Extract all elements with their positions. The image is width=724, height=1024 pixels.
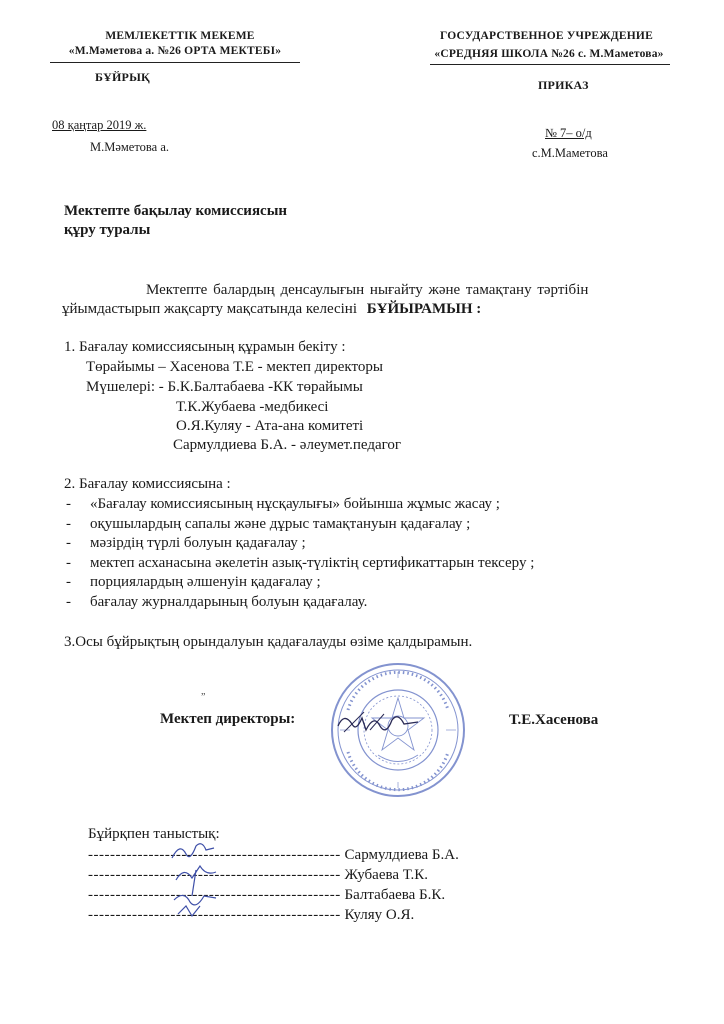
header-right-rule (430, 64, 670, 65)
acquainted-dashes: ---------------------------------------------- (88, 907, 341, 923)
task-text: бағалау журналдарының болуын қадағалау. (90, 593, 368, 610)
item1-member4: Сармулдиева Б.А. - әлеумет.педагог (173, 437, 402, 453)
handwritten-initials (166, 836, 236, 926)
item3-text: 3.Осы бұйрықтың орындалуын қадағалауды өзіме қалдырамын. (64, 634, 473, 650)
preamble-line2 (62, 300, 481, 319)
order-date (52, 118, 146, 133)
task-item (66, 495, 534, 515)
acquainted-name: Куляу О.Я. (344, 907, 415, 923)
task-item (66, 534, 534, 554)
item2-heading: 2. Бағалау комиссиясына : (64, 476, 231, 492)
task-bullet: - (66, 535, 71, 552)
task-text: мектеп асханасына әкелетін азық-түліктің сертификаттарын тексеру ; (90, 554, 535, 571)
task-bullet: - (66, 554, 71, 571)
acquainted-dashes: ---------------------------------------------- (88, 847, 341, 863)
task-bullet: - (66, 496, 71, 512)
acquainted-dashes: ---------------------------------------------- (88, 867, 341, 883)
acquainted-name: Балтабаева Б.К. (344, 887, 446, 903)
doc-type-left: БҰЙРЫҚ (95, 70, 150, 84)
doc-type-right: ПРИКАЗ (538, 78, 589, 92)
director-signature (334, 706, 424, 740)
header-left-line2: «М.Мәметова а. №26 ОРТА МЕКТЕБІ» (68, 45, 282, 57)
acquainted-row (88, 906, 414, 925)
item1-member2: Т.К.Жубаева -медбикесі (176, 399, 329, 415)
task-item (66, 554, 534, 574)
task-text: порциялардың әлшенуін қадағалау ; (90, 574, 321, 591)
preamble-line2-text: ұйымдастырып жақсарту мақсатында келесіні (62, 301, 358, 317)
task-item (66, 593, 534, 613)
acquainted-row (88, 866, 428, 885)
item1-chair: Төрайымы – Хасенова Т.Е - мектеп директоры (86, 359, 383, 375)
preamble-line1: Мектепте балардың денсаулығын нығайту және тамақтану тәртібін (146, 282, 589, 298)
header-left-rule (50, 62, 300, 63)
place-right: с.М.Маметова (532, 146, 608, 160)
task-item (66, 515, 534, 535)
order-title-line1: Мектепте бақылау комиссиясын (64, 203, 288, 219)
task-bullet: - (66, 593, 71, 610)
task-text: мәзірдің түрлі болуын қадағалау ; (90, 535, 306, 552)
task-list (66, 495, 534, 613)
place-left: М.Мәметова а. (90, 140, 169, 154)
acquainted-label: Бұйрқпен таныстық: (88, 826, 220, 842)
acquainted-dashes: ---------------------------------------------- (88, 887, 341, 903)
task-bullet: - (66, 574, 71, 591)
acquainted-name: Жубаева Т.К. (344, 867, 428, 883)
director-name: Т.Е.Хасенова (509, 712, 599, 728)
acquainted-row (88, 886, 445, 905)
task-bullet: - (66, 515, 71, 532)
item1-member3: О.Я.Куляу - Ата-ана комитеті (176, 418, 364, 434)
header-right-line1: ГОСУДАРСТВЕННОЕ УЧРЕЖДЕНИЕ (440, 30, 653, 42)
acquainted-row (88, 846, 459, 865)
item1-heading: 1. Бағалау комиссиясының құрамын бекіту : (64, 339, 346, 355)
task-text: оқушылардың сапалы және дұрыс тамақтануын қадағалау ; (90, 515, 471, 532)
director-label: Мектеп директоры: (160, 711, 296, 727)
acquainted-name: Сармулдиева Б.А. (344, 847, 459, 863)
header-right-line2: «СРЕДНЯЯ ШКОЛА №26 с. М.Маметова» (434, 48, 664, 60)
task-text: «Бағалау комиссиясының нұсқаулығы» бойынша жұмыс жасау ; (90, 496, 500, 512)
task-item (66, 573, 534, 593)
header-left-line1: МЕМЛЕКЕТТІК МЕКЕМЕ (105, 30, 255, 42)
order-number: № 7– о/д (545, 126, 592, 140)
order-title-line2: құру туралы (64, 222, 151, 238)
item1-members: Мүшелері: - Б.К.Балтабаева -КК төрайымы (86, 379, 363, 395)
order-word: БҰЙЫРАМЫН : (366, 301, 482, 317)
stray-mark: „ (201, 686, 206, 697)
order-date-text: 08 қаңтар 2019 ж. (52, 118, 147, 132)
